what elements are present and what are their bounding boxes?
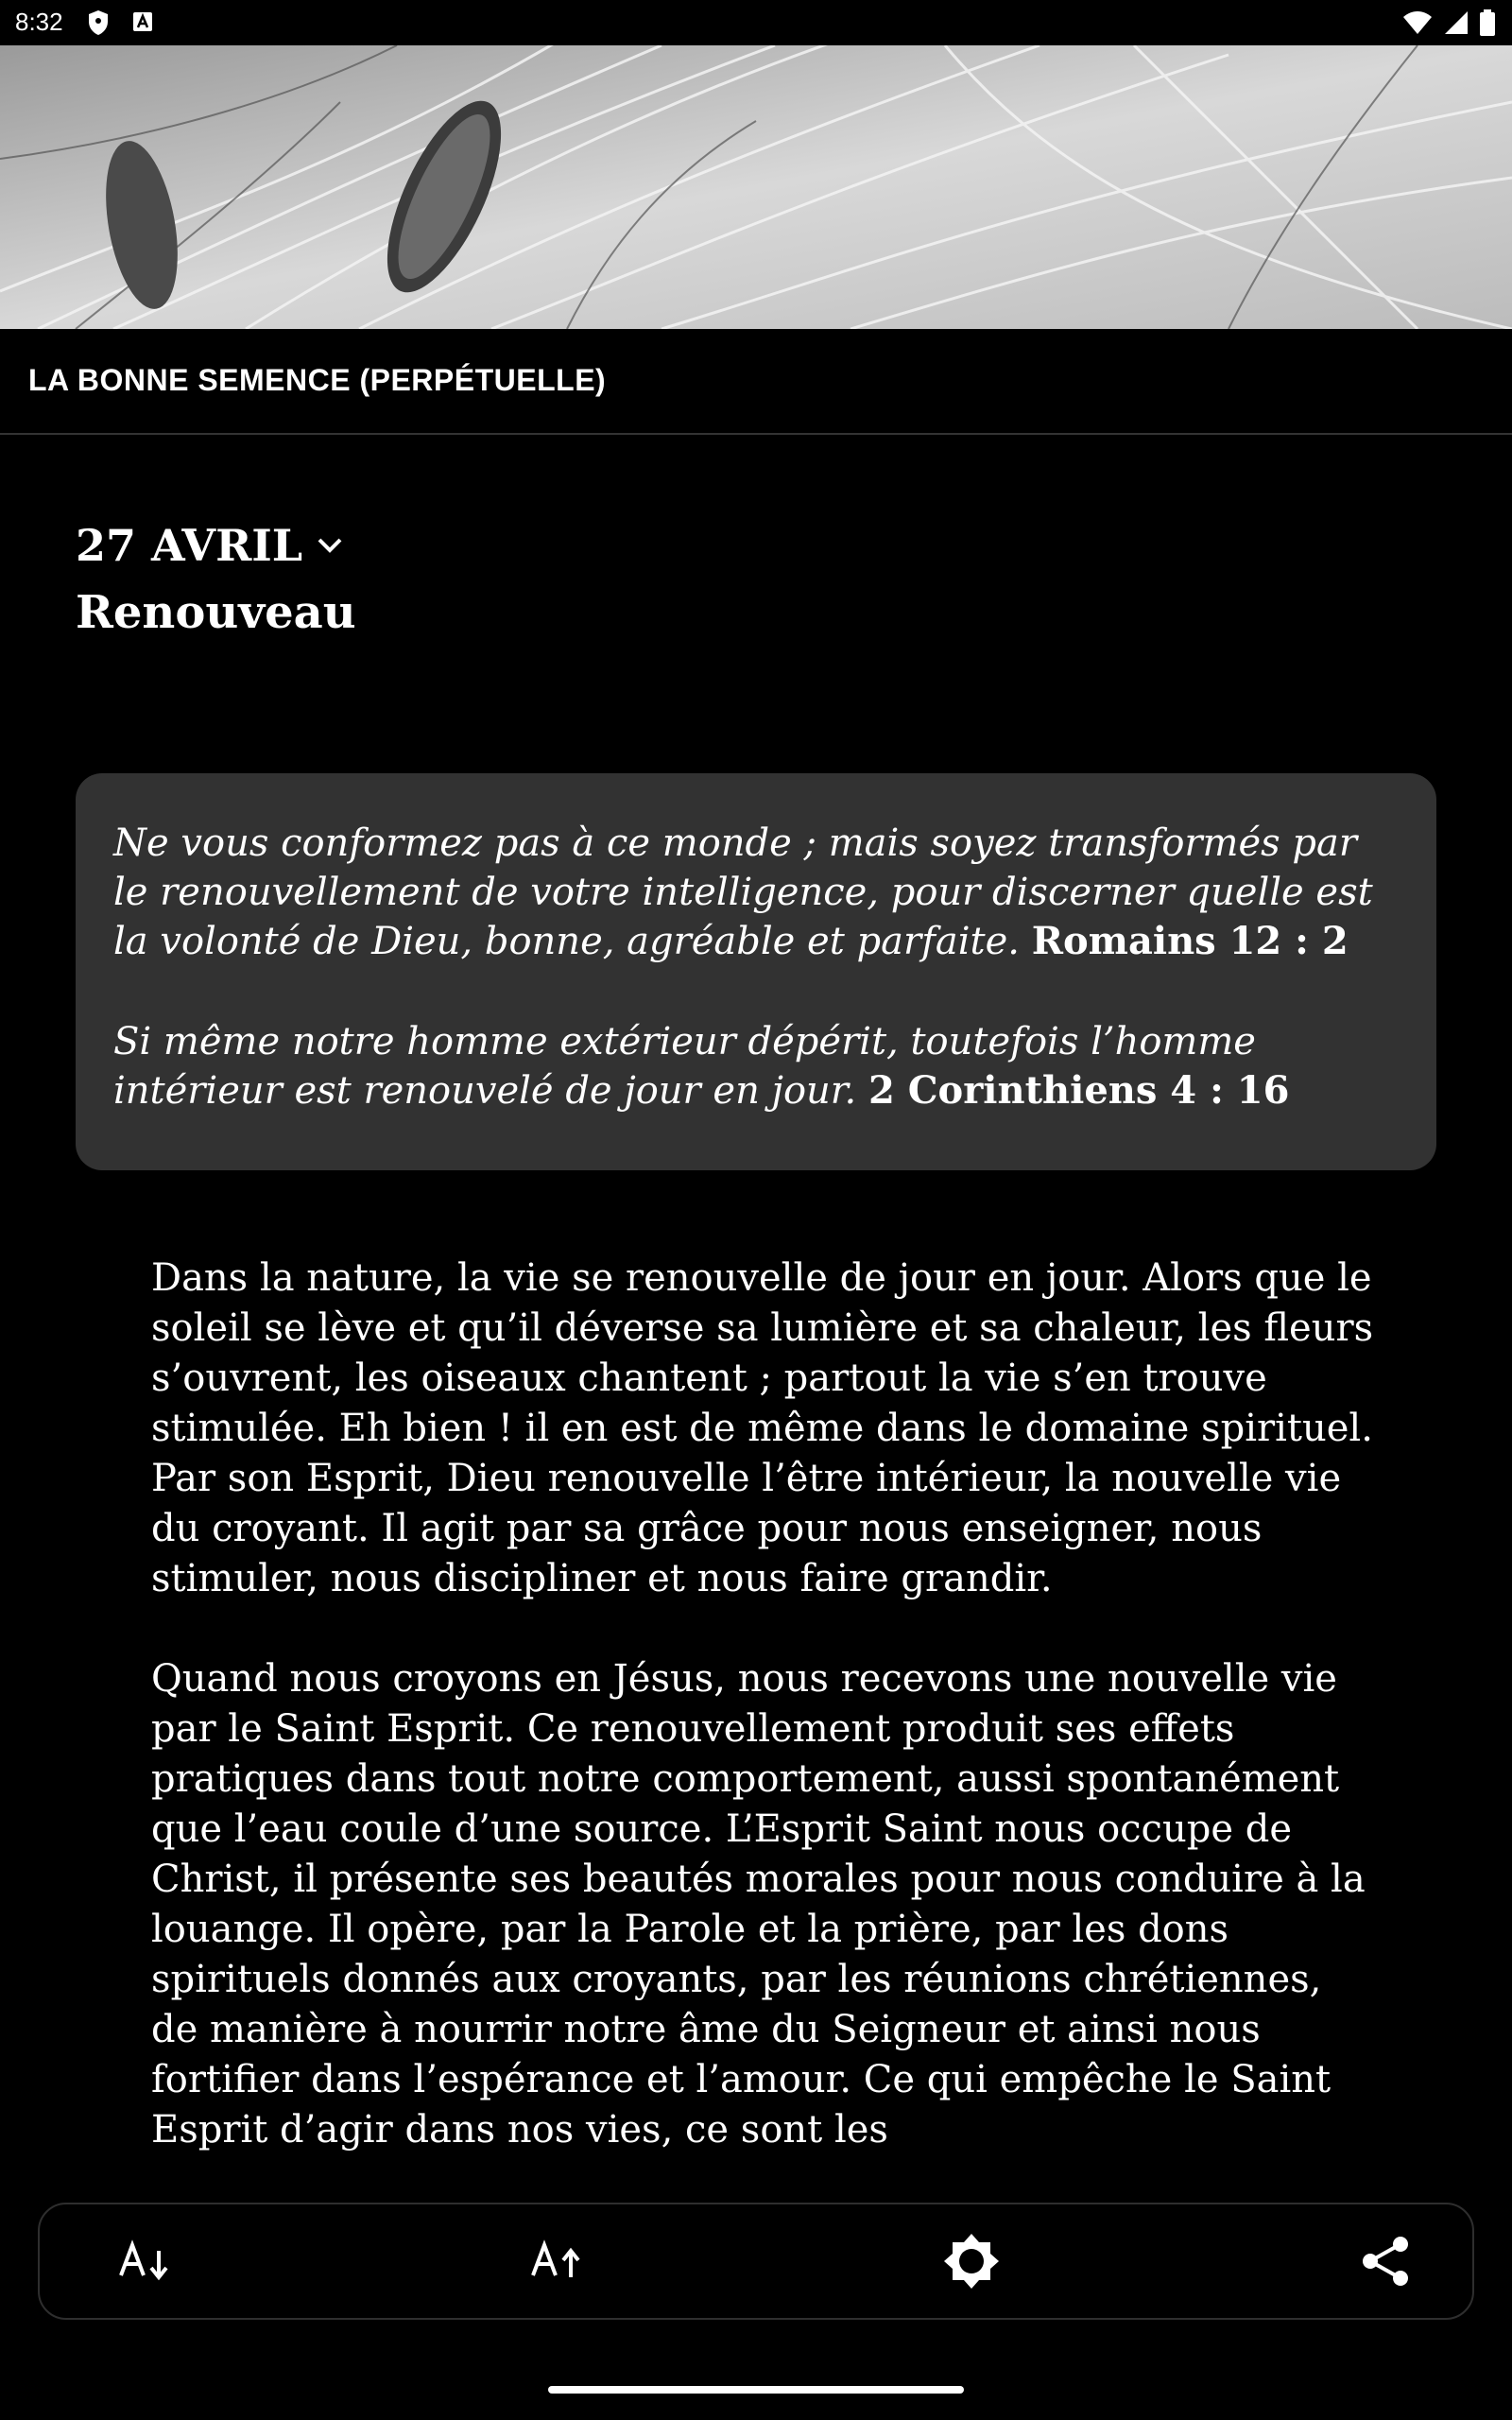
entry-title: Renouveau (76, 586, 356, 639)
notification-a-icon (132, 11, 153, 32)
brightness-icon (941, 2231, 1002, 2291)
decrease-font-button[interactable] (115, 2231, 176, 2291)
shield-icon (87, 9, 110, 36)
app-title: LA BONNE SEMENCE (PERPÉTUELLE) (28, 363, 607, 397)
header-image (0, 45, 1512, 329)
signal-icon (1444, 10, 1469, 35)
verse-card (76, 773, 1436, 1170)
wheat-image (0, 45, 1512, 329)
wifi-icon (1402, 10, 1433, 35)
status-bar (0, 0, 1512, 45)
status-right (1402, 9, 1495, 36)
body-text (151, 1253, 1380, 2256)
chevron-down-icon (316, 536, 344, 555)
gesture-nav-pill[interactable] (548, 2386, 964, 2394)
battery-icon (1480, 9, 1495, 36)
share-icon (1359, 2235, 1412, 2288)
app-title-bar (0, 329, 1512, 435)
verse-text: Ne vous conformez pas à ce monde ; mais soyez transformés par le renouvellement de votre intelligence, pour discerner quelle est la volonté de Dieu, bonne, agréable et parfaite. (113, 821, 1373, 963)
entry-date: 27 AVRIL (76, 520, 303, 571)
share-button[interactable] (1355, 2231, 1416, 2291)
decrease-font-icon (117, 2238, 174, 2285)
verse-text: Si même notre homme extérieur dépérit, toutefois l’homme intérieur est renouvelé de jour en jour. (113, 1020, 1256, 1113)
brightness-button[interactable] (941, 2231, 1002, 2291)
increase-font-button[interactable] (527, 2231, 588, 2291)
body-paragraph: Quand nous croyons en Jésus, nous recevons une nouvelle vie par le Saint Esprit. Ce renouvellement produit ses effets pratiques dans tout notre comportement, aussi spontanément que l’eau coule d’une source. L’Esprit Saint nous occupe de Christ, il présente ses beautés morales pour nous conduire à la louange. Il opère, par la Parole et la prière, par les dons spirituels donnés aux croyants, par les réunions chrétiennes, de manière à nourrir notre âme du Seigneur et ainsi nous fortifier dans l’espérance et l’amour. Ce qui empêche le Saint Esprit d’agir dans nos vies, ce sont les (151, 1657, 1366, 2152)
verse-reference: 2 Corinthiens 4 : 16 (868, 1068, 1290, 1113)
status-time: 8:32 (15, 8, 63, 36)
verse-block (113, 819, 1399, 966)
increase-font-icon (529, 2238, 586, 2285)
verse-reference: Romains 12 : 2 (1031, 919, 1349, 963)
bottom-toolbar (38, 2203, 1474, 2320)
date-selector[interactable] (76, 520, 344, 571)
verse-block (113, 1017, 1399, 1115)
body-paragraph: Dans la nature, la vie se renouvelle de jour en jour. Alors que le soleil se lève et qu’il déverse sa lumière et sa chaleur, les fleurs s’ouvrent, les oiseaux chantent ; partout la vie s’en trouve stimulée. Eh bien ! il en est de même dans le domaine spirituel. Par son Esprit, Dieu renouvelle l’être intérieur, la nouvelle vie du croyant. Il agit par sa grâce pour nous enseigner, nous stimuler, nous discipliner et nous faire grandir. (151, 1256, 1374, 1600)
